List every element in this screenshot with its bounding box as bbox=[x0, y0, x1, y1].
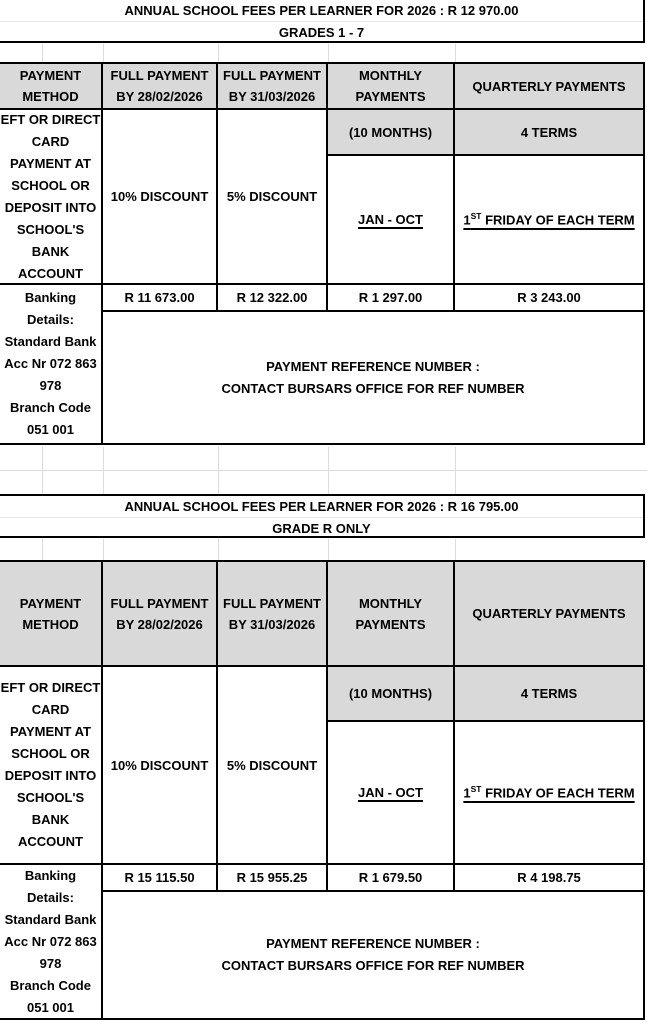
table2-amount-quarterly: R 4 198.75 bbox=[455, 865, 645, 890]
reference-line: PAYMENT REFERENCE NUMBER : bbox=[266, 358, 480, 374]
table2-amount-monthly: R 1 679.50 bbox=[328, 865, 455, 890]
gridline bbox=[0, 470, 647, 471]
table1-title: ANNUAL SCHOOL FEES PER LEARNER FOR 2026 : R 12 970.00 bbox=[0, 0, 643, 22]
table2-body-row bbox=[0, 667, 645, 865]
table2-quarterly-schedule-cell bbox=[455, 722, 643, 863]
table2-monthly-schedule: JAN - OCT bbox=[358, 785, 423, 800]
banking-line: Banking bbox=[24, 867, 77, 883]
table1-header-full-payment-mar: FULL PAYMENT BY 31/03/2026 bbox=[218, 64, 328, 108]
ordinal-number: 1 bbox=[463, 785, 471, 801]
table2-payment-reference bbox=[103, 892, 645, 1020]
gridline bbox=[455, 539, 456, 560]
payment-method-line: EFT OR DIRECT bbox=[0, 111, 101, 127]
table2-amount-full-payment-mar: R 15 955.25 bbox=[218, 865, 328, 890]
ordinal-suffix: ST bbox=[470, 211, 482, 222]
payment-method-line: BANK bbox=[31, 243, 70, 259]
banking-line: 978 bbox=[39, 955, 62, 971]
table1-quarterly-term: 4 TERMS bbox=[455, 110, 643, 156]
table2-payment-method-cell bbox=[0, 667, 103, 863]
table1-payment-method-cell bbox=[0, 110, 103, 283]
table1-header-full-payment-feb: FULL PAYMENT BY 28/02/2026 bbox=[103, 64, 218, 108]
table2-amounts-row bbox=[103, 865, 645, 892]
schedule-text: FRIDAY OF EACH TERM bbox=[481, 212, 635, 228]
payment-method-line: DEPOSIT INTO bbox=[4, 768, 97, 783]
gridline bbox=[42, 539, 43, 560]
banking-line: Banking bbox=[24, 290, 77, 305]
table2-quarterly-schedule bbox=[463, 784, 634, 800]
payment-method-line: PAYMENT AT bbox=[10, 155, 91, 171]
ordinal-number: 1 bbox=[463, 212, 471, 228]
table2-quarterly-term: 4 TERMS bbox=[455, 667, 643, 722]
gridline bbox=[455, 44, 456, 62]
table1-monthly-cell bbox=[328, 110, 455, 283]
banking-line: 051 001 bbox=[27, 999, 74, 1015]
payment-method-line: SCHOOL'S bbox=[16, 790, 85, 805]
gridline bbox=[328, 44, 329, 62]
table2-header-monthly: MONTHLY PAYMENTS bbox=[328, 562, 455, 665]
reference-line: CONTACT BURSARS OFFICE FOR REF NUMBER bbox=[221, 958, 525, 973]
banking-line: Acc Nr 072 863 bbox=[4, 933, 97, 949]
payment-method-line: SCHOOL'S bbox=[16, 221, 85, 237]
banking-line: Details: bbox=[27, 312, 74, 327]
payment-method-line: BANK bbox=[31, 812, 70, 827]
banking-line: 051 001 bbox=[27, 422, 74, 437]
table2-title: ANNUAL SCHOOL FEES PER LEARNER FOR 2026 : R 16 795.00 bbox=[0, 496, 643, 518]
table1-banking-details bbox=[0, 285, 103, 445]
table1-discount-5: 5% DISCOUNT bbox=[218, 110, 328, 283]
table1-amounts-row bbox=[103, 285, 645, 312]
table1-quarterly-cell bbox=[455, 110, 645, 283]
payment-method-line: DEPOSIT INTO bbox=[4, 199, 97, 215]
gridline bbox=[218, 44, 219, 62]
table1-monthly-term: (10 MONTHS) bbox=[328, 110, 453, 156]
table1-subtitle: GRADES 1 - 7 bbox=[278, 24, 365, 40]
banking-line: Branch Code bbox=[10, 977, 91, 993]
gridline bbox=[103, 44, 104, 62]
table1-amount-quarterly: R 3 243.00 bbox=[455, 285, 645, 310]
table1-header-payment-method: PAYMENT METHOD bbox=[0, 64, 103, 108]
gridline bbox=[328, 539, 329, 560]
payment-method-line: CARD bbox=[31, 133, 70, 149]
table1-title-block bbox=[0, 0, 645, 43]
table2-banking-details bbox=[0, 865, 103, 1020]
payment-method-line: ACCOUNT bbox=[18, 834, 83, 849]
banking-line: Details: bbox=[27, 889, 74, 905]
payment-method-line: EFT OR DIRECT bbox=[0, 680, 101, 695]
gridline bbox=[103, 539, 104, 560]
table2-discount-5: 5% DISCOUNT bbox=[218, 667, 328, 863]
table2-subtitle: GRADE R ONLY bbox=[272, 520, 371, 536]
table1-amount-full-payment-mar: R 12 322.00 bbox=[218, 285, 328, 310]
table2-title-block bbox=[0, 494, 645, 538]
reference-line: PAYMENT REFERENCE NUMBER : bbox=[266, 936, 480, 951]
payment-method-line: ACCOUNT bbox=[18, 265, 83, 281]
table1-body-row bbox=[0, 110, 645, 285]
banking-line: Acc Nr 072 863 bbox=[4, 356, 97, 371]
table1-monthly-schedule: JAN - OCT bbox=[358, 212, 423, 227]
payment-method-line: SCHOOL OR bbox=[11, 746, 90, 761]
table2-header-full-payment-feb: FULL PAYMENT BY 28/02/2026 bbox=[103, 562, 218, 665]
ordinal-suffix: ST bbox=[470, 784, 482, 795]
table2-discount-10: 10% DISCOUNT bbox=[103, 667, 218, 863]
payment-method-line: PAYMENT AT bbox=[10, 724, 91, 739]
table1-monthly-schedule-cell bbox=[328, 156, 453, 283]
table2-amount-full-payment-feb: R 15 115.50 bbox=[103, 865, 218, 890]
reference-line: CONTACT BURSARS OFFICE FOR REF NUMBER bbox=[221, 380, 525, 396]
gridline bbox=[218, 539, 219, 560]
schedule-text: FRIDAY OF EACH TERM bbox=[481, 785, 635, 801]
table1-header-monthly: MONTHLY PAYMENTS bbox=[328, 64, 455, 108]
table1-quarterly-schedule-cell bbox=[455, 156, 643, 283]
payment-method-line: SCHOOL OR bbox=[11, 177, 90, 193]
payment-method-line: CARD bbox=[31, 702, 70, 717]
table2-header-quarterly: QUARTERLY PAYMENTS bbox=[455, 562, 645, 665]
table2-monthly-cell bbox=[328, 667, 455, 863]
table2-header-row bbox=[0, 560, 645, 667]
table1-payment-reference bbox=[103, 312, 645, 445]
table2-quarterly-cell bbox=[455, 667, 645, 863]
table2-header-full-payment-mar: FULL PAYMENT BY 31/03/2026 bbox=[218, 562, 328, 665]
banking-line: Branch Code bbox=[10, 400, 91, 415]
banking-line: Standard Bank bbox=[4, 911, 97, 927]
gridline bbox=[42, 44, 43, 62]
table1-quarterly-schedule bbox=[463, 211, 634, 227]
table2-header-payment-method: PAYMENT METHOD bbox=[0, 562, 103, 665]
table1-amount-full-payment-feb: R 11 673.00 bbox=[103, 285, 218, 310]
table1-header-quarterly: QUARTERLY PAYMENTS bbox=[455, 64, 645, 108]
table1-header-row bbox=[0, 62, 645, 110]
banking-line: 978 bbox=[39, 378, 62, 393]
table1-amount-monthly: R 1 297.00 bbox=[328, 285, 455, 310]
table2-monthly-term: (10 MONTHS) bbox=[328, 667, 453, 722]
table1-discount-10: 10% DISCOUNT bbox=[103, 110, 218, 283]
banking-line: Standard Bank bbox=[4, 334, 97, 349]
table2-monthly-schedule-cell bbox=[328, 722, 453, 863]
